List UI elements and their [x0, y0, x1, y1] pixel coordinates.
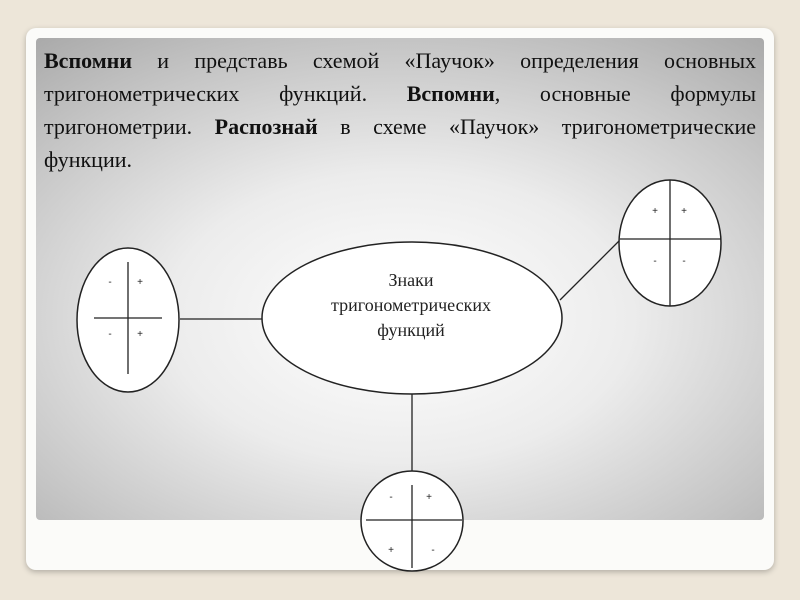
connector-top-right: [560, 238, 622, 300]
left-node-sign-q4: +: [137, 329, 143, 340]
left-node-sign-q2: -: [108, 277, 112, 288]
bottom-node-sign-q4: -: [431, 545, 435, 556]
top-right-node-sign-q4: -: [682, 256, 686, 267]
instruction-text-3: в схеме «Паучок» тригонометрические функции.: [44, 114, 756, 172]
bottom-node-sign-q3: +: [388, 545, 394, 556]
center-node-label-line-1: Знаки: [388, 270, 434, 290]
instruction-text-1: и представь схемой «Паучок» определения основных тригонометрических функций.: [44, 48, 756, 106]
instruction-text-2: , основные формулы тригонометрии.: [44, 81, 756, 139]
bottom-node-sign-q1: +: [426, 492, 432, 503]
top-right-node-sign-q2: +: [652, 206, 658, 217]
center-node-label-line-3: функций: [377, 320, 445, 340]
top-right-node-sign-q1: +: [681, 206, 687, 217]
recognize-word: Распознай: [214, 114, 318, 139]
recall-word-1: Вспомни: [44, 48, 133, 73]
top-right-node-sign-q3: -: [653, 256, 657, 267]
left-node-sign-q1: +: [137, 277, 143, 288]
recall-word-2: Вспомни: [406, 81, 495, 106]
bottom-node-sign-q2: -: [389, 492, 393, 503]
center-node-label-line-2: тригонометрических: [331, 295, 491, 315]
left-node-sign-q3: -: [108, 329, 112, 340]
center-node-label: [300, 268, 522, 343]
